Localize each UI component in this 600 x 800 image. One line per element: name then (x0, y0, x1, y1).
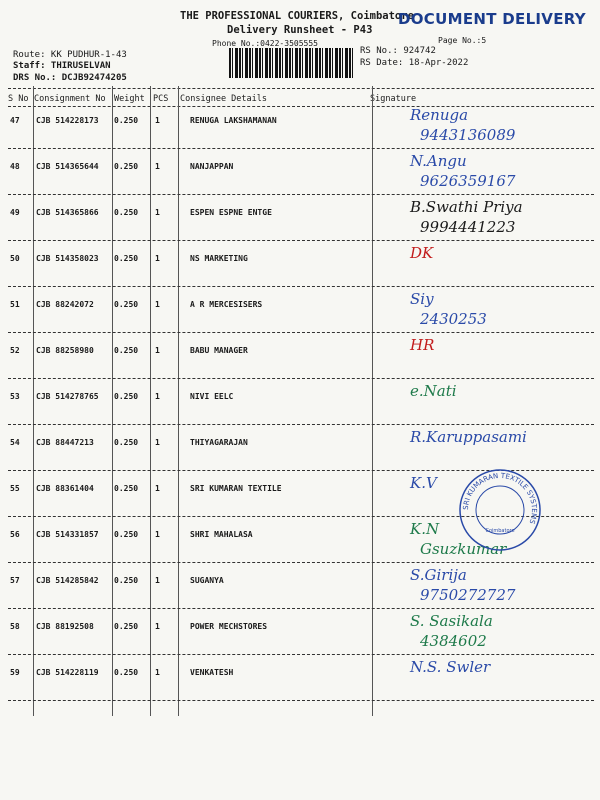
row-sno: 53 (10, 392, 20, 401)
row-sno: 48 (10, 162, 20, 171)
row-consignment-no: CJB 514358023 (36, 254, 99, 263)
col-header-signature: Signature (370, 94, 417, 104)
row-consignment-no: CJB 88192508 (36, 622, 94, 631)
row-weight: 0.250 (114, 346, 139, 355)
row-consignee: VENKATESH (190, 668, 234, 677)
handwritten-signature (380, 424, 590, 468)
row-sno: 55 (10, 484, 20, 493)
row-consignee: SUGANYA (190, 576, 224, 585)
row-pcs: 1 (155, 392, 160, 401)
row-weight: 0.250 (114, 392, 139, 401)
col-header-consignment: Consignment No (34, 94, 106, 104)
row-consignment-no: CJB 514365644 (36, 162, 99, 171)
row-pcs: 1 (155, 116, 160, 125)
row-pcs: 1 (155, 484, 160, 493)
signature-name: R.Karuppasami (410, 428, 527, 446)
row-consignee: ESPEN ESPNE ENTGE (190, 208, 272, 217)
row-weight: 0.250 (114, 300, 139, 309)
signature-phone: 9626359167 (420, 172, 516, 190)
company-round-stamp (458, 468, 542, 552)
row-weight: 0.250 (114, 576, 139, 585)
row-consignee: POWER MECHSTORES (190, 622, 268, 631)
handwritten-signature (380, 194, 590, 238)
row-sno: 57 (10, 576, 20, 585)
handwritten-signature (380, 562, 590, 606)
row-consignment-no: CJB 514285842 (36, 576, 99, 585)
table-top-rule (8, 88, 594, 89)
signature-name: N.S. Swler (410, 658, 491, 676)
signature-name: S. Sasikala (410, 612, 493, 630)
signature-phone: 2430253 (420, 310, 487, 328)
row-pcs: 1 (155, 668, 160, 677)
handwritten-signature (380, 148, 590, 192)
signature-phone: Gsuzkumar (420, 540, 507, 558)
row-consignee: NANJAPPAN (190, 162, 234, 171)
signature-phone: 9994441223 (420, 218, 516, 236)
handwritten-signature (380, 654, 590, 698)
row-weight: 0.250 (114, 438, 139, 447)
signature-name: Siy (410, 290, 434, 308)
handwritten-signature (380, 332, 590, 376)
page-number: Page No.:5 (438, 36, 487, 45)
row-weight: 0.250 (114, 116, 139, 125)
stamp-text: SRI KUMARAN TEXTILE SYSTEMS (461, 471, 539, 525)
row-pcs: 1 (155, 576, 160, 585)
row-consignment-no: CJB 514278765 (36, 392, 99, 401)
signature-phone: 9443136089 (420, 126, 516, 144)
row-weight: 0.250 (114, 484, 139, 493)
runsheet-title: Delivery Runsheet - P43 (227, 24, 373, 36)
phone-number: Phone No.:0422-3505555 (212, 39, 318, 48)
drs-number: DRS No.: DCJB92474205 (13, 73, 127, 83)
row-weight: 0.250 (114, 254, 139, 263)
table-row (0, 658, 600, 714)
staff-label: Staff: THIRUSELVAN (13, 61, 111, 71)
signature-name: HR (410, 336, 435, 354)
row-sno: 47 (10, 116, 20, 125)
signature-name: K.V (410, 474, 437, 492)
handwritten-signature (380, 286, 590, 330)
row-consignee: A R MERCESISERS (190, 300, 263, 309)
col-header-pcs: PCS (153, 94, 169, 104)
row-consignment-no: CJB 514228119 (36, 668, 99, 677)
col-header-weight: Weight (114, 94, 145, 104)
signature-name: B.Swathi Priya (410, 198, 523, 216)
row-pcs: 1 (155, 346, 160, 355)
signature-phone: 9750272727 (420, 586, 516, 604)
col-header-sno: S No (8, 94, 29, 104)
signature-name: Renuga (410, 106, 469, 124)
handwritten-signature (380, 240, 590, 284)
row-consignment-no: CJB 88242072 (36, 300, 94, 309)
stamp-city: Coimbatore (485, 528, 515, 534)
row-weight: 0.250 (114, 530, 139, 539)
row-pcs: 1 (155, 622, 160, 631)
row-pcs: 1 (155, 300, 160, 309)
row-consignment-no: CJB 514331857 (36, 530, 99, 539)
handwritten-signature (380, 102, 590, 146)
row-pcs: 1 (155, 162, 160, 171)
row-sno: 50 (10, 254, 20, 263)
rs-number: RS No.: 924742 (360, 46, 436, 56)
row-consignee: NS MARKETING (190, 254, 248, 263)
row-consignee: THIYAGARAJAN (190, 438, 248, 447)
company-title: THE PROFESSIONAL COURIERS, Coimbatore (180, 10, 414, 22)
signature-name: N.Angu (410, 152, 467, 170)
row-consignee: RENUGA LAKSHAMANAN (190, 116, 277, 125)
row-consignment-no: CJB 88361404 (36, 484, 94, 493)
signature-name: K.N (410, 520, 440, 538)
signature-name: S.Girija (410, 566, 467, 584)
handwritten-signature (380, 608, 590, 652)
barcode (229, 48, 353, 78)
row-pcs: 1 (155, 208, 160, 217)
col-header-consignee: Consignee Details (180, 94, 267, 104)
row-consignee: NIVI EELC (190, 392, 234, 401)
signature-name: e.Nati (410, 382, 457, 400)
row-pcs: 1 (155, 254, 160, 263)
route-label: Route: KK PUDHUR-1-43 (13, 50, 127, 60)
signature-phone: 4384602 (420, 632, 487, 650)
row-weight: 0.250 (114, 668, 139, 677)
signature-name: DK (410, 244, 434, 262)
handwritten-signature (380, 378, 590, 422)
row-sno: 54 (10, 438, 20, 447)
row-weight: 0.250 (114, 622, 139, 631)
row-weight: 0.250 (114, 162, 139, 171)
row-sno: 59 (10, 668, 20, 677)
row-consignment-no: CJB 88258980 (36, 346, 94, 355)
row-pcs: 1 (155, 438, 160, 447)
row-consignment-no: CJB 88447213 (36, 438, 94, 447)
row-sno: 49 (10, 208, 20, 217)
row-weight: 0.250 (114, 208, 139, 217)
row-sno: 51 (10, 300, 20, 309)
row-sno: 56 (10, 530, 20, 539)
row-consignee: SRI KUMARAN TEXTILE (190, 484, 282, 493)
row-sno: 58 (10, 622, 20, 631)
row-pcs: 1 (155, 530, 160, 539)
row-consignment-no: CJB 514228173 (36, 116, 99, 125)
rs-date: RS Date: 18-Apr-2022 (360, 58, 469, 68)
row-consignee: BABU MANAGER (190, 346, 248, 355)
row-consignment-no: CJB 514365866 (36, 208, 99, 217)
row-sno: 52 (10, 346, 20, 355)
document-delivery-stamp: DOCUMENT DELIVERY (398, 10, 586, 28)
row-consignee: SHRI MAHALASA (190, 530, 253, 539)
row-divider (8, 700, 594, 701)
